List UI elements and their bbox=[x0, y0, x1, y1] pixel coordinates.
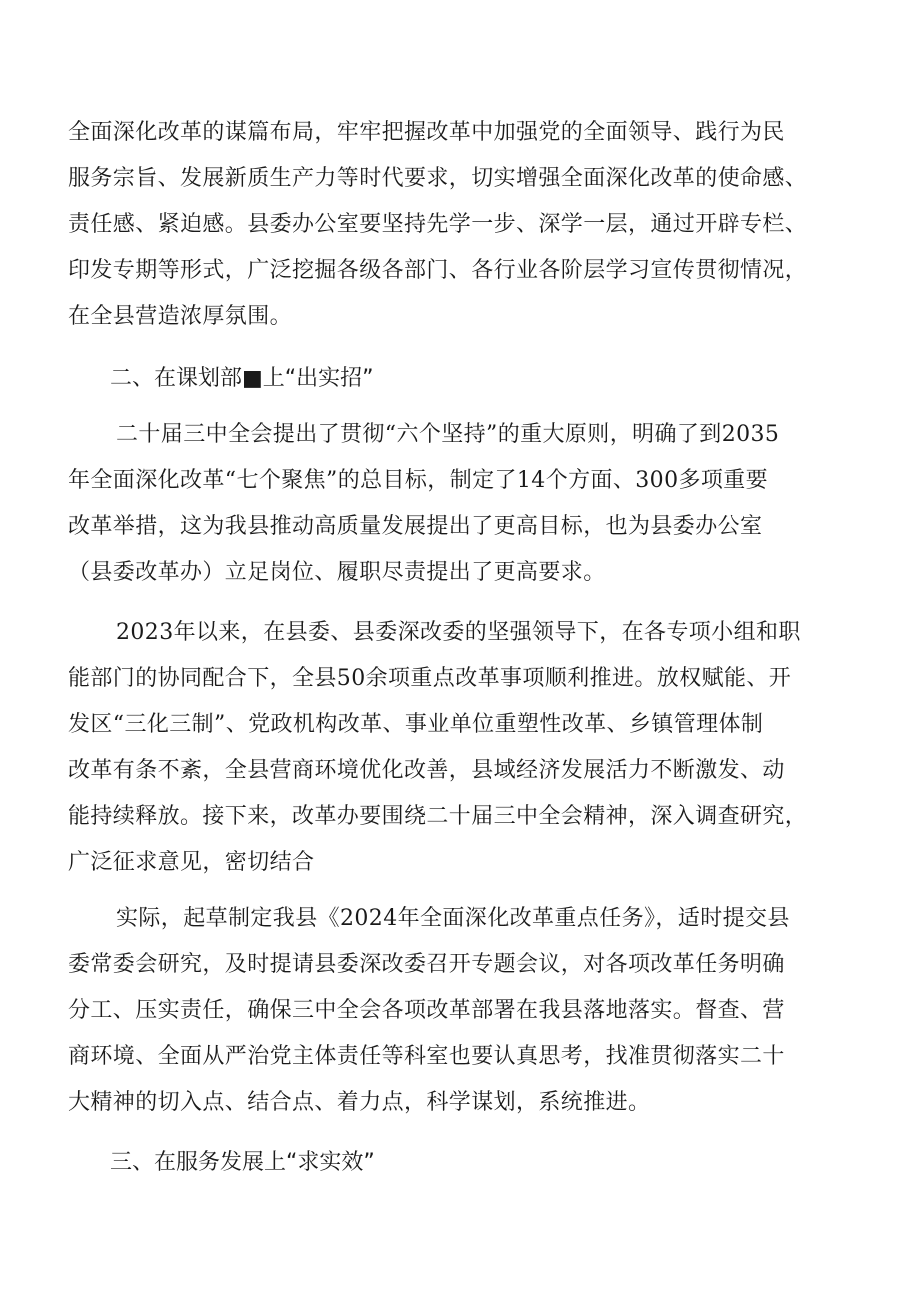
paragraph-4-line-5: 大精神的切入点、结合点、着力点，科学谋划，系统推进。 bbox=[68, 1090, 651, 1115]
paragraph-3-line-5: 能持续释放。接下来，改革办要围绕二十届三中全会精神，深入调查研究， bbox=[68, 804, 808, 829]
paragraph-1-line-3: 责任感、紧迫感。县委办公室要坚持先学一步、深学一层，通过开辟专栏、 bbox=[68, 212, 808, 237]
paragraph-3-line-1: 2023年以来，在县委、县委深改委的坚强领导下，在各专项小组和职 bbox=[116, 620, 801, 645]
paragraph-3-line-2: 能部门的协同配合下，全县50余项重点改革事项顺利推进。放权赋能、开 bbox=[68, 666, 792, 691]
paragraph-4-line-3: 分工、压实责任，确保三中全会各项改革部署在我县落地落实。督查、营 bbox=[68, 998, 785, 1023]
paragraph-1-line-2: 服务宗旨、发展新质生产力等时代要求，切实增强全面深化改革的使命感、 bbox=[68, 166, 808, 191]
paragraph-3-line-3: 发区“三化三制”、党政机构改革、事业单位重塑性改革、乡镇管理体制 bbox=[68, 712, 764, 737]
paragraph-1-line-1: 全面深化改革的谋篇布局，牢牢把握改革中加强党的全面领导、践行为民 bbox=[68, 120, 785, 145]
paragraph-3-line-6: 广泛征求意见，密切结合 bbox=[68, 850, 315, 875]
paragraph-2-line-1: 二十届三中全会提出了贯彻“六个坚持”的重大原则，明确了到2035 bbox=[116, 422, 780, 447]
paragraph-2-line-4: （县委改革办）立足岗位、履职尽责提出了更高要求。 bbox=[68, 560, 606, 585]
section-heading-3: 三、在服务发展上“求实效” bbox=[110, 1150, 375, 1175]
paragraph-2-line-3: 改革举措，这为我县推动高质量发展提出了更高目标，也为县委办公室 bbox=[68, 514, 763, 539]
paragraph-4-line-1: 实际，起草制定我县《2024年全面深化改革重点任务》，适时提交县 bbox=[116, 906, 790, 931]
paragraph-4-line-2: 委常委会研究，及时提请县委深改委召开专题会议，对各项改革任务明确 bbox=[68, 952, 785, 977]
paragraph-1-line-5: 在全县营造浓厚氛围。 bbox=[68, 304, 293, 329]
paragraph-1-line-4: 印发专期等形式，广泛挖掘各级各部门、各行业各阶层学习宣传贯彻情况， bbox=[68, 258, 808, 283]
paragraph-4-line-4: 商环境、全面从严治党主体责任等科室也要认真思考，找准贯彻落实二十 bbox=[68, 1044, 785, 1069]
paragraph-3-line-4: 改革有条不紊，全县营商环境优化改善，县域经济发展活力不断激发、动 bbox=[68, 758, 785, 783]
section-heading-2: 二、在课划部■上“出实招” bbox=[110, 366, 374, 391]
paragraph-2-line-2: 年全面深化改革“七个聚焦”的总目标，制定了14个方面、300多项重要 bbox=[68, 468, 769, 493]
